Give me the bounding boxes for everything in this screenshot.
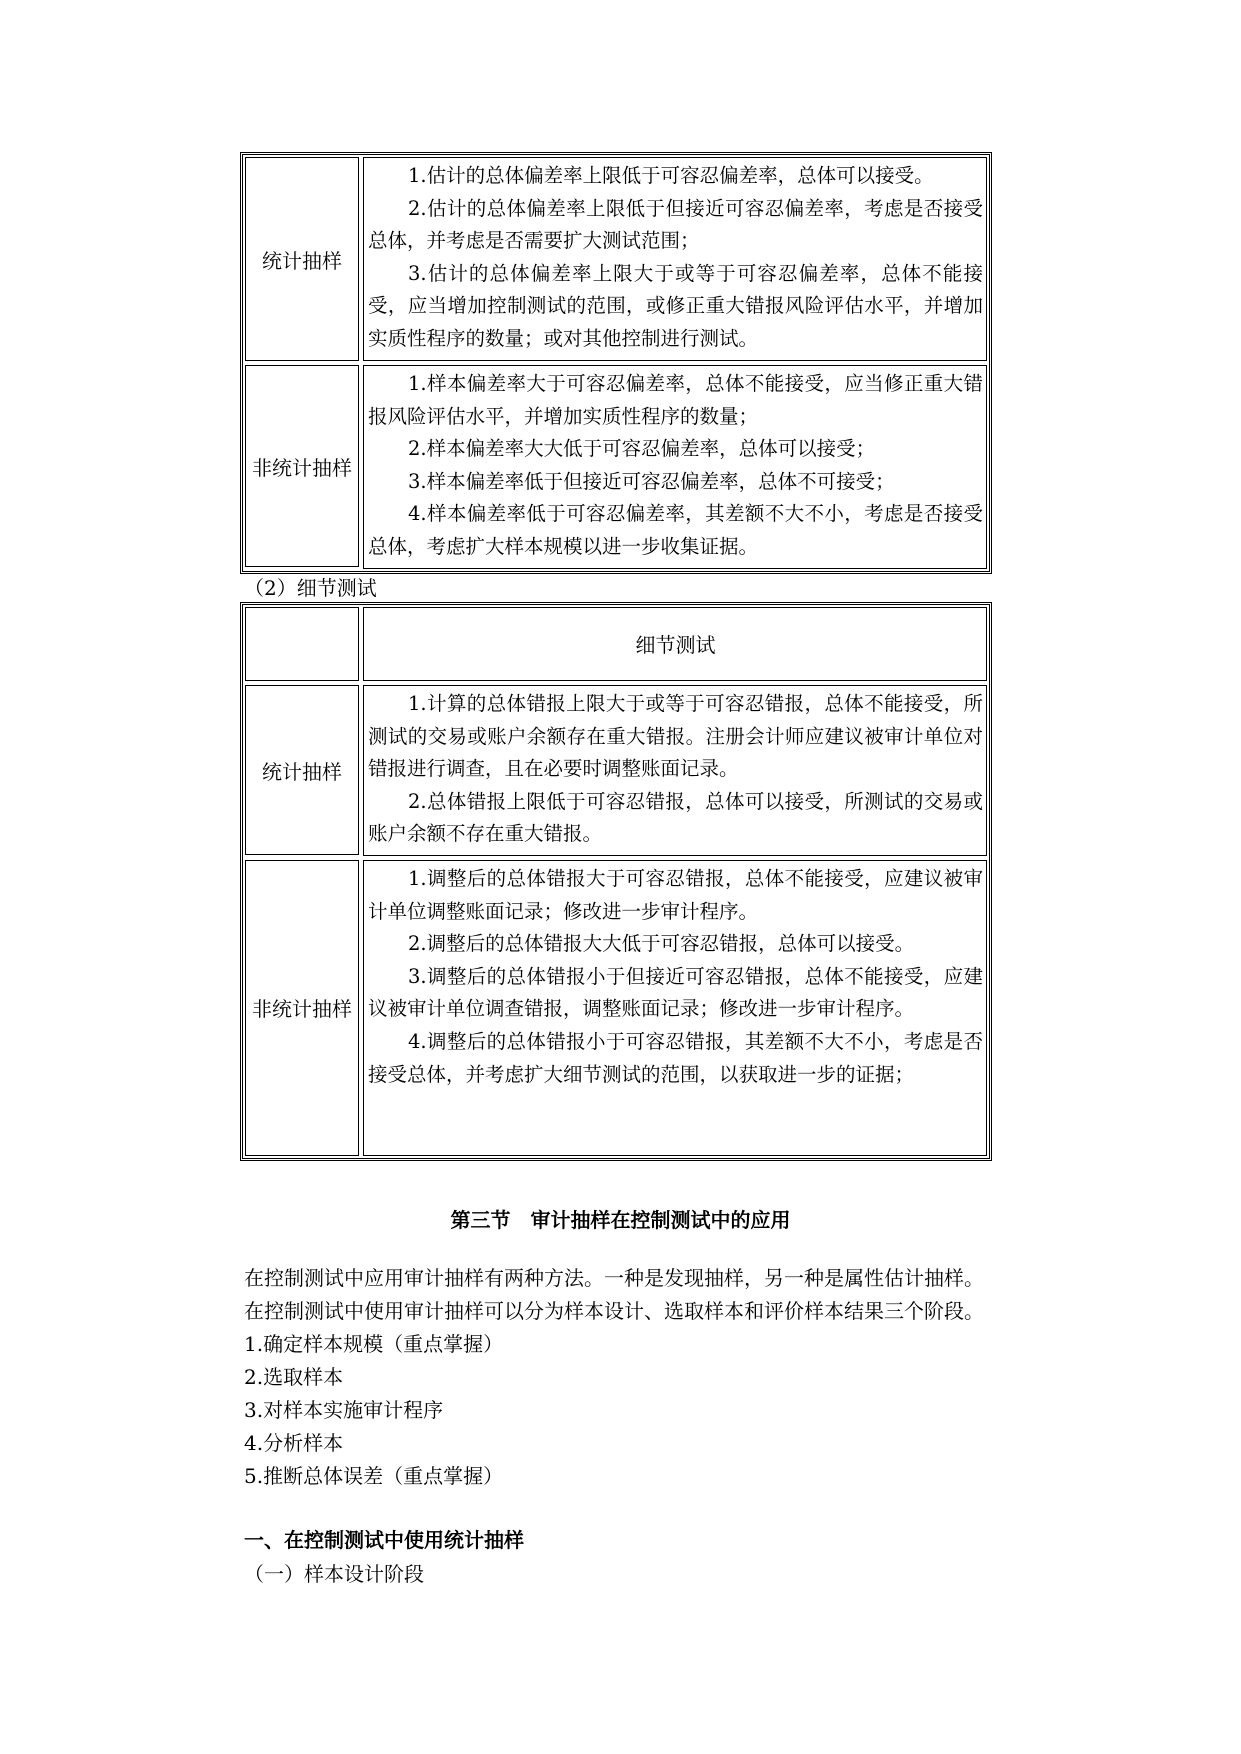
paragraph: 2.总体错报上限低于可容忍错报，总体可以接受，所测试的交易或账户余额不存在重大错报。 bbox=[368, 789, 983, 846]
row-label-nonstatistical: 非统计抽样 bbox=[245, 365, 359, 567]
table-caption: （2）细节测试 bbox=[244, 576, 377, 600]
sub-subsection-heading: （一）样本设计阶段 bbox=[244, 1562, 424, 1586]
control-test-evaluation-table bbox=[240, 152, 992, 574]
paragraph: 1.调整后的总体错报大于可容忍错报，总体不能接受，应建议被审计单位调整账面记录；修改进一步审计程序。 bbox=[368, 866, 983, 923]
intro-text bbox=[244, 1262, 1044, 1493]
row-label-statistical: 统计抽样 bbox=[245, 685, 359, 855]
paragraph: 3.样本偏差率低于但接近可容忍偏差率，总体不可接受； bbox=[408, 469, 895, 493]
paragraph: 3.调整后的总体错报小于但接近可容忍错报，总体不能接受，应建议被审计单位调查错报，调整账面记录；修改进一步审计程序。 bbox=[368, 964, 983, 1021]
detail-test-evaluation-table bbox=[240, 602, 992, 1161]
paragraph: 1.计算的总体错报上限大于或等于可容忍错报，总体不能接受，所测试的交易或账户余额存在重大错报。注册会计师应建议被审计单位对错报进行调查，且在必要时调整账面记录。 bbox=[368, 692, 983, 781]
paragraph: 2.调整后的总体错报大大低于可容忍错报，总体可以接受。 bbox=[408, 932, 915, 956]
step-item: 4.分析样本 bbox=[244, 1431, 344, 1455]
row-label-statistical: 统计抽样 bbox=[245, 157, 359, 361]
intro-line: 在控制测试中使用审计抽样可以分为样本设计、选取样本和评价样本结果三个阶段。 bbox=[244, 1299, 984, 1323]
paragraph: 4.调整后的总体错报小于可容忍错报，其差额不大不小，考虑是否接受总体，并考虑扩大细节测试的范围，以获取进一步的证据； bbox=[368, 1029, 983, 1086]
paragraph: 2.样本偏差率大大低于可容忍偏差率，总体可以接受； bbox=[408, 437, 876, 461]
row-content-statistical bbox=[363, 157, 987, 361]
section-title: 第三节 审计抽样在控制测试中的应用 bbox=[450, 1208, 791, 1232]
step-item: 1.确定样本规模（重点掌握） bbox=[244, 1332, 504, 1356]
paragraph: 3.估计的总体偏差率上限大于或等于可容忍偏差率，总体不能接受，应当增加控制测试的范围，或修正重大错报风险评估水平，并增加实质性程序的数量；或对其他控制进行测试。 bbox=[368, 261, 983, 350]
paragraph: 1.样本偏差率大于可容忍偏差率，总体不能接受，应当修正重大错报风险评估水平，并增加实质性程序的数量； bbox=[368, 372, 983, 428]
row-content-statistical bbox=[363, 685, 987, 856]
paragraph: 2.估计的总体偏差率上限低于但接近可容忍偏差率，考虑是否接受总体，并考虑是否需要扩大测试范围； bbox=[368, 196, 983, 253]
paragraph: 1.估计的总体偏差率上限低于可容忍偏差率，总体可以接受。 bbox=[408, 164, 934, 187]
header-detail-test: 细节测试 bbox=[363, 607, 987, 681]
paragraph: 4.样本偏差率低于可容忍偏差率，其差额不大不小，考虑是否接受总体，考虑扩大样本规模以进一步收集证据。 bbox=[368, 502, 983, 558]
row-label-nonstatistical: 非统计抽样 bbox=[245, 860, 359, 1156]
intro-line: 在控制测试中应用审计抽样有两种方法。一种是发现抽样，另一种是属性估计抽样。 bbox=[244, 1266, 984, 1290]
row-content-nonstatistical bbox=[363, 860, 987, 1156]
row-content-nonstatistical bbox=[363, 365, 987, 569]
step-item: 3.对样本实施审计程序 bbox=[244, 1398, 444, 1422]
step-item: 5.推断总体误差（重点掌握） bbox=[244, 1464, 504, 1488]
subsection-heading: 一、在控制测试中使用统计抽样 bbox=[244, 1528, 524, 1552]
step-item: 2.选取样本 bbox=[244, 1365, 344, 1389]
header-empty-cell bbox=[245, 607, 359, 681]
